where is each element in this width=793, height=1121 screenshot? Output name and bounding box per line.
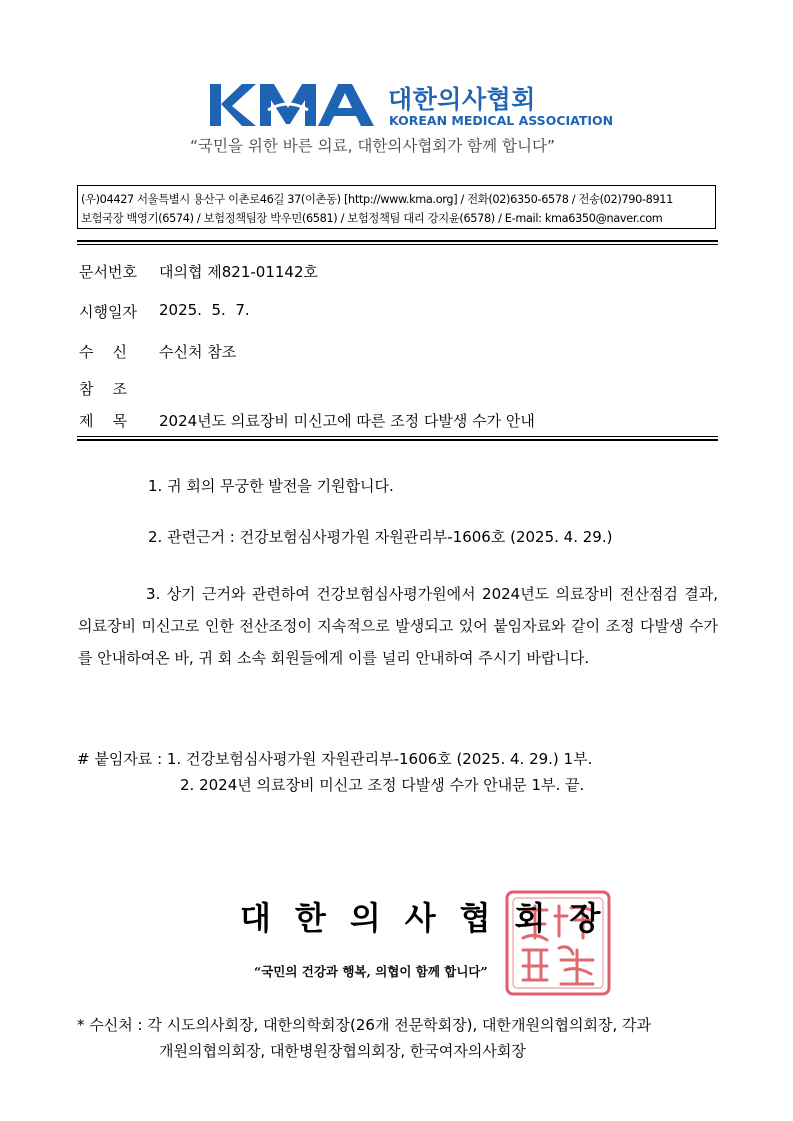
subject-value: 2024년도 의료장비 미신고에 따른 조정 다발생 수가 안내	[159, 412, 535, 430]
doc-number: 대의협 제821-01142호	[159, 263, 318, 281]
header-slogan: “국민을 위한 바른 의료, 대한의사협회가 함께 합니다”	[190, 137, 555, 155]
subject-divider	[77, 436, 718, 437]
body-paragraph-1: 1. 귀 회의 무궁한 발전을 기원합니다.	[148, 477, 394, 495]
body-paragraph-3: 3. 상기 근거와 관련하여 건강보험심사평가원에서 2024년도 의료장비 전산점검 결과, 의료장비 미신고로 인한 전산조정이 지속적으로 발생되고 있어 붙임자료와 같이 조정 다발생 수가를 안내하여온 바, 귀 회 소속 회원들에게 이를 널리 안내하여 주시기 바랍니다.	[78, 585, 718, 667]
subject-label: 제 목	[79, 412, 128, 430]
body-paragraph-2: 2. 관련근거 : 건강보험심사평가원 자원관리부-1606호 (2025. 4. 29.)	[148, 528, 613, 546]
kma-logo-icon	[208, 80, 378, 130]
recipients-line-1: * 수신처 : 각 시도의사회장, 대한의학회장(26개 전문학회장), 대한개원의협의회장, 각과	[77, 1016, 651, 1034]
reference-label: 참 조	[79, 380, 128, 398]
attachment-line-1: # 붙임자료 : 1. 건강보험심사평가원 자원관리부-1606호 (2025. 4. 29.) 1부.	[77, 750, 593, 768]
contact-address-line: (우)04427 서울특별시 용산구 이촌로46길 37(이촌동) [http://www.kma.org] / 전화(02)6350-6578 / 전송(02)790-8911	[81, 193, 673, 206]
header-divider-thin	[77, 244, 718, 245]
sender-name: 대한의사협회장	[240, 899, 625, 937]
recipient-label: 수 신	[79, 343, 128, 361]
date-value: 2025. 5. 7.	[159, 301, 250, 319]
footer-slogan: “국민의 건강과 행복, 의협이 함께 합니다”	[254, 964, 488, 979]
subject-divider-thick	[77, 439, 718, 441]
doc-number-label: 문서번호	[79, 263, 137, 281]
date-label: 시행일자	[79, 303, 137, 321]
contact-box	[77, 185, 716, 229]
logo-english-name: KOREAN MEDICAL ASSOCIATION	[389, 113, 614, 128]
recipient-value: 수신처 참조	[159, 343, 237, 361]
recipients-line-2: 개원의협의회장, 대한병원장협의회장, 한국여자의사회장	[159, 1042, 526, 1060]
attachment-line-2: 2. 2024년 의료장비 미신고 조정 다발생 수가 안내문 1부. 끝.	[180, 776, 585, 794]
header-divider	[77, 240, 718, 242]
contact-staff-line: 보험국장 백영기(6574) / 보험정책팀장 박우민(6581) / 보험정책팀 대리 강지윤(6578) / E-mail: kma6350@naver.com	[81, 212, 663, 225]
logo-korean-name: 대한의사협회	[388, 85, 536, 114]
